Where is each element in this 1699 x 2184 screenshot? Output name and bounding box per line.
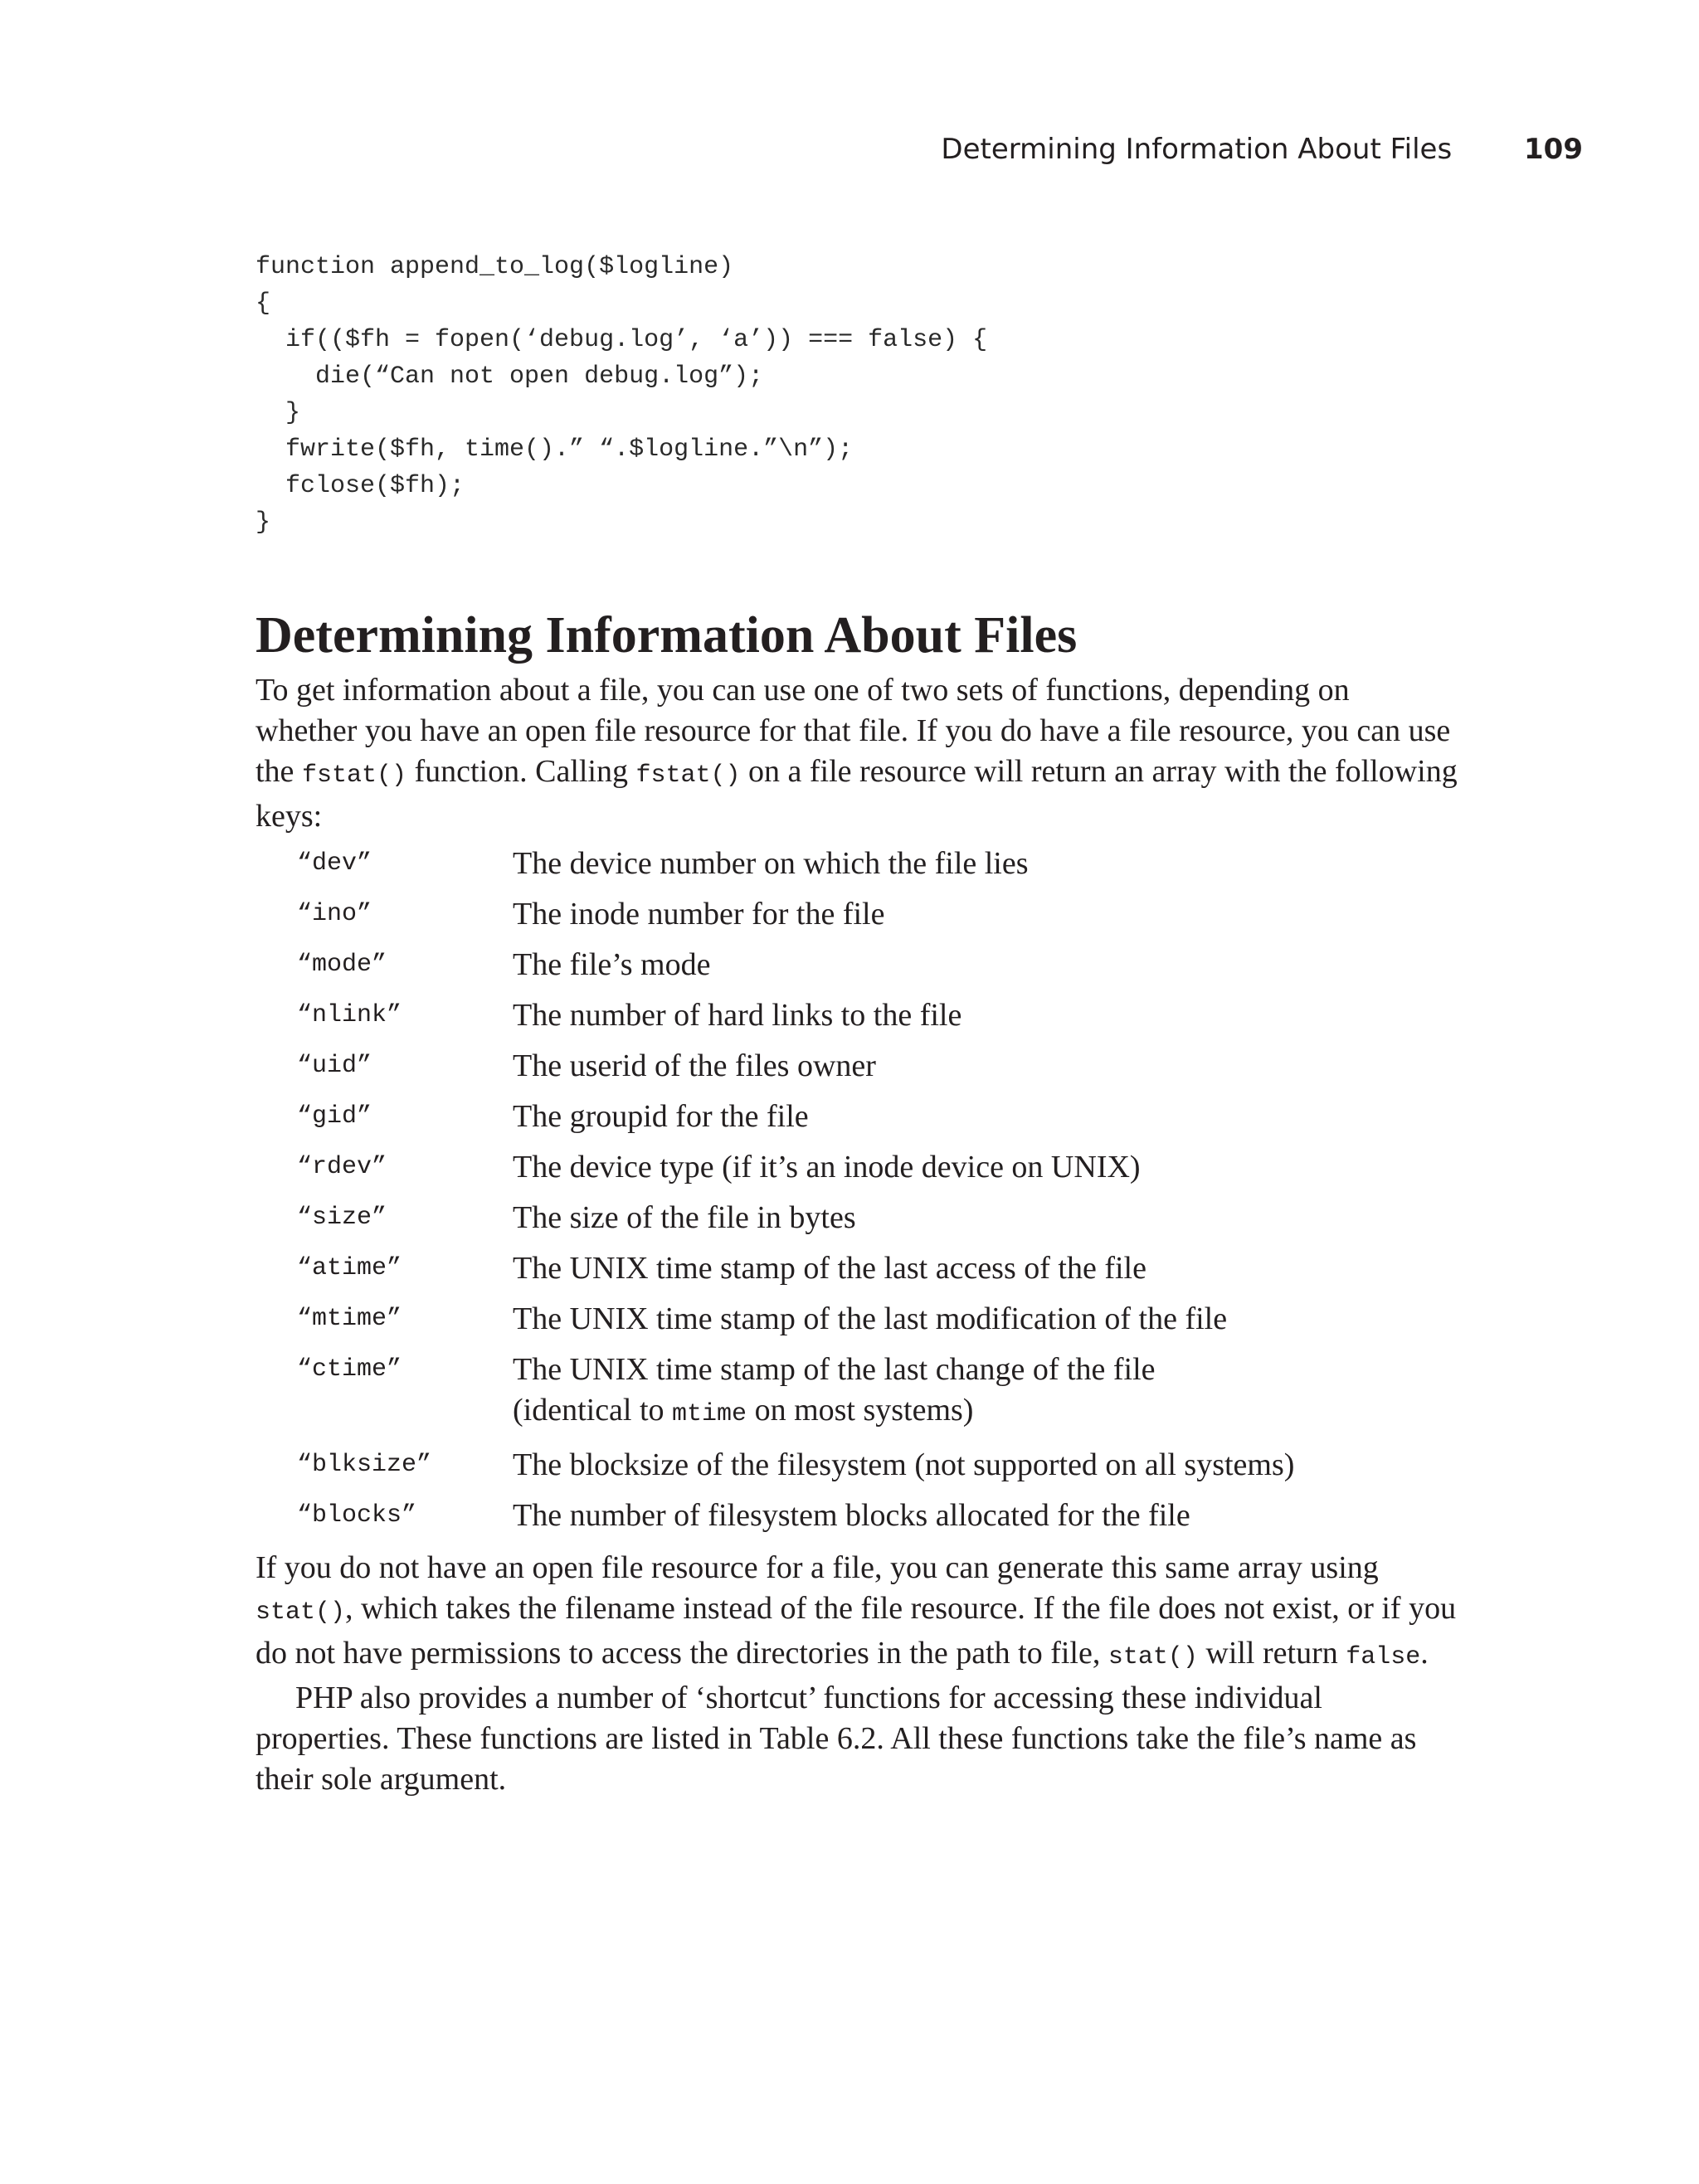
- key-description: [513, 1350, 1156, 1435]
- text-run: If you do not have an open file resource for a file, you can generate this same array using: [256, 1550, 1379, 1585]
- running-title: Determining Information About Files: [941, 133, 1453, 166]
- key-row: [256, 945, 1458, 985]
- code-line: }: [256, 399, 301, 427]
- code-block: [256, 249, 1458, 541]
- code-line: fclose($fh);: [256, 472, 465, 500]
- key-description: The UNIX time stamp of the last access of the file: [513, 1251, 1146, 1286]
- key-name: “rdev”: [297, 1153, 387, 1181]
- inline-code: stat(): [1108, 1643, 1198, 1671]
- section-heading: Determining Information About Files: [256, 607, 1078, 664]
- key-description: The groupid for the file: [513, 1099, 809, 1134]
- key-row: [256, 844, 1458, 884]
- key-row: [256, 1350, 1458, 1435]
- key-row: [256, 1147, 1458, 1188]
- keys-list: [256, 844, 1458, 1536]
- page-content: [256, 249, 1458, 1800]
- key-description: The UNIX time stamp of the last modification of the file: [513, 1301, 1228, 1336]
- key-description: The device type (if it’s an inode device on UNIX): [513, 1150, 1141, 1184]
- inline-code: stat(): [256, 1598, 346, 1627]
- key-name: “atime”: [297, 1254, 402, 1282]
- text-run: .: [1420, 1636, 1429, 1671]
- key-name: “blksize”: [297, 1451, 432, 1479]
- shortcut-paragraph: PHP also provides a number of ‘shortcut’ functions for accessing these individual properties. These functions are listed in Table 6.2. All these functions take the file’s name as their sole argument.: [256, 1681, 1417, 1797]
- key-row: [256, 1496, 1458, 1536]
- text-run: will return: [1197, 1636, 1346, 1671]
- code-line: fwrite($fh, time().” “.$logline.”\n”);: [256, 435, 854, 464]
- key-name: “ino”: [297, 900, 372, 928]
- text-run: function. Calling: [406, 754, 636, 789]
- key-row: [256, 1198, 1458, 1238]
- key-description: The userid of the files owner: [513, 1048, 876, 1083]
- key-name: “uid”: [297, 1052, 372, 1080]
- key-description: The blocksize of the filesystem (not supported on all systems): [513, 1447, 1295, 1482]
- inline-code: false: [1346, 1643, 1421, 1671]
- key-row: [256, 1097, 1458, 1137]
- code-line: die(“Can not open debug.log”);: [256, 362, 764, 391]
- code-line: }: [256, 508, 271, 537]
- text-run: (identical to: [513, 1393, 673, 1428]
- running-header: [941, 133, 1583, 166]
- key-name: “gid”: [297, 1102, 372, 1131]
- code-line: {: [256, 289, 271, 318]
- text-run: To get information about a file, you can use one of two sets of functions, depending on whether you have an open file resource for that file. If you do have a file resource, you can use the: [256, 673, 1451, 789]
- key-name: “mode”: [297, 951, 387, 979]
- text-run: on most systems): [747, 1393, 974, 1428]
- key-name: “dev”: [297, 849, 372, 878]
- key-row: [256, 894, 1458, 935]
- key-row: [256, 1046, 1458, 1087]
- intro-paragraph: [256, 670, 1458, 837]
- key-description-line: The UNIX time stamp of the last change of the file: [513, 1352, 1156, 1387]
- key-row: [256, 1248, 1458, 1289]
- key-name: “blocks”: [297, 1501, 417, 1530]
- code-line: function append_to_log($logline): [256, 253, 734, 281]
- code-line: if(($fh = fopen(‘debug.log’, ‘a’)) === false) {: [256, 326, 988, 354]
- key-description: The device number on which the file lies: [513, 846, 1029, 881]
- text-run: , which takes the filename instead of the file resource. If the file does not exist, or if you do not have permissions to access the directories in the path to file,: [256, 1591, 1457, 1671]
- key-row: [256, 1299, 1458, 1340]
- key-name: “mtime”: [297, 1305, 402, 1333]
- key-row: [256, 995, 1458, 1036]
- key-name: “nlink”: [297, 1001, 402, 1029]
- page-number: 109: [1524, 133, 1583, 166]
- inline-code: fstat(): [301, 761, 406, 790]
- key-description: The size of the file in bytes: [513, 1200, 856, 1235]
- key-description: The file’s mode: [513, 947, 711, 982]
- key-description-line: [513, 1390, 1156, 1435]
- key-name: “ctime”: [297, 1355, 402, 1384]
- text-run: on a file resource will return an array with the following keys:: [256, 754, 1458, 834]
- inline-code: mtime: [672, 1400, 747, 1428]
- key-description: The number of hard links to the file: [513, 998, 962, 1033]
- key-description: The inode number for the file: [513, 897, 885, 931]
- stat-paragraph: [256, 1548, 1458, 1678]
- key-row: [256, 1445, 1458, 1486]
- inline-code: fstat(): [635, 761, 741, 790]
- key-name: “size”: [297, 1204, 387, 1232]
- key-description: The number of filesystem blocks allocated for the file: [513, 1498, 1190, 1533]
